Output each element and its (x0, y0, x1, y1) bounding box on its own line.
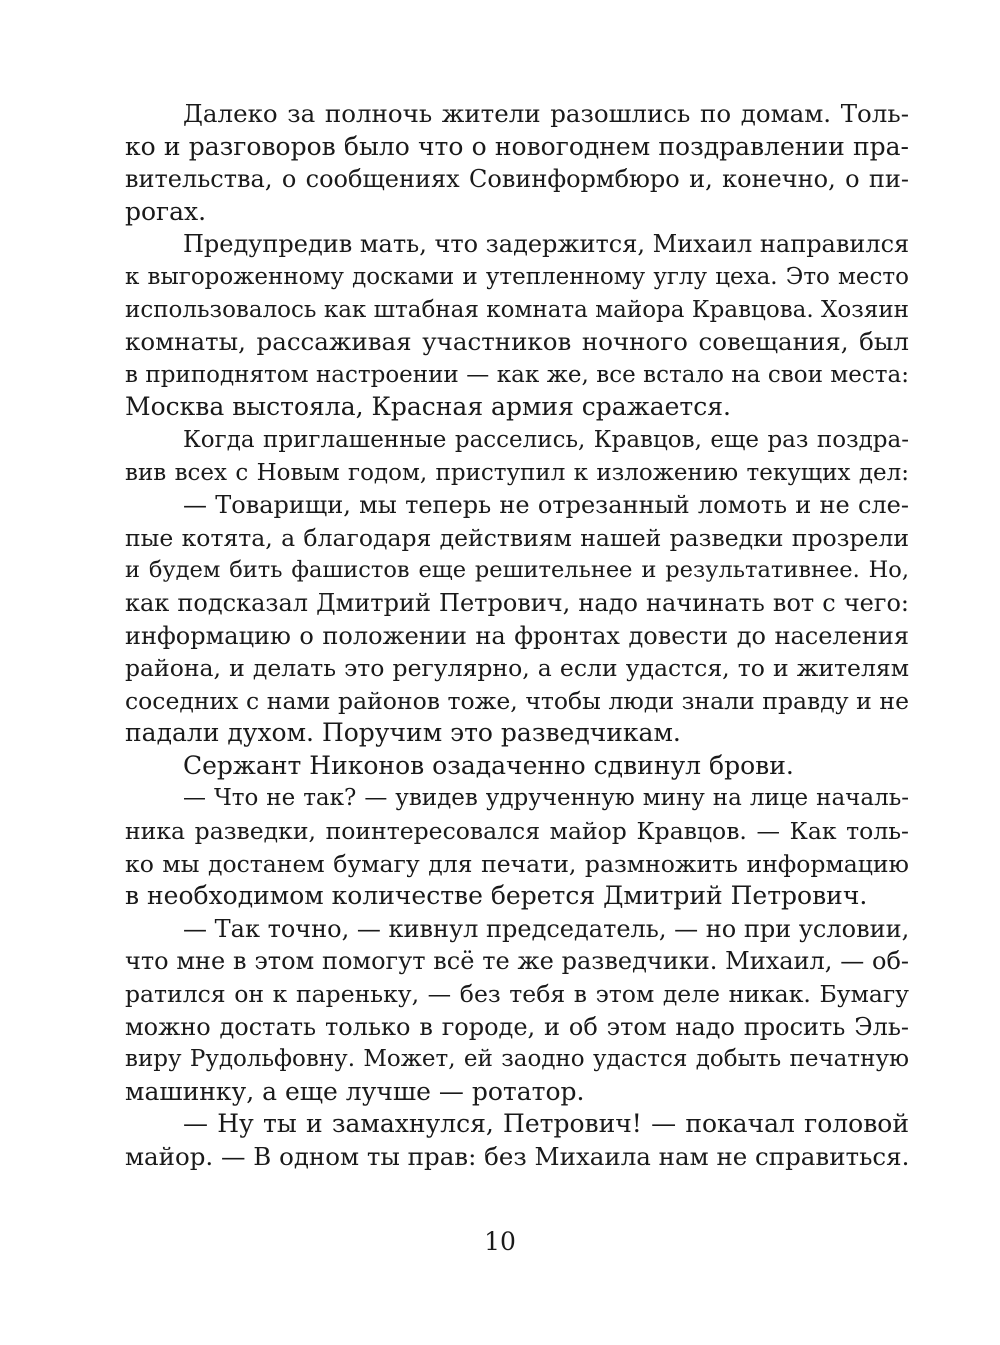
text-line: соседних с нами районов тоже, чтобы люди знали правду и не (125, 686, 909, 715)
text-line: Сержант Никонов озадаченно сдвинул брови. (183, 750, 794, 780)
text-line: рогах. (125, 196, 207, 226)
text-line: в приподнятом настроении — как же, все встало на свои места: (125, 361, 909, 388)
text-line: — Так точно, — кивнул председатель, — но при условии, (183, 914, 909, 943)
text-line: майор. — В одном ты прав: без Михаила нам не справиться. (125, 1142, 909, 1171)
text-line: ко и разговоров было что о новогоднем поздравлении пра- (125, 131, 909, 161)
text-line: комнаты, рассаживая участников ночного совещания, был (125, 327, 909, 357)
text-line: Предупредив мать, что задержится, Михаил направился (183, 230, 909, 259)
text-line: Москва выстояла, Красная армия сражается. (125, 392, 731, 422)
text-line: виру Рудольфовну. Может, ей заодно удастся добыть печатную (125, 1046, 909, 1073)
text-line: падали духом. Поручим это разведчикам. (125, 718, 681, 748)
page-number: 10 (484, 1227, 516, 1256)
text-line: вив всех с Новым годом, приступил к изложению текущих дел: (125, 459, 909, 486)
text-line: вительства, о сообщениях Совинформбюро и, конечно, о пи- (125, 165, 909, 194)
text-line: и будем бить фашистов еще решительнее и результативнее. Но, (125, 557, 909, 584)
body-text (125, 98, 909, 1174)
text-line: можно достать только в городе, и об этом надо просить Эль- (125, 1012, 909, 1041)
text-line: в необходимом количестве берется Дмитрий Петрович. (125, 881, 868, 911)
text-line: ратился он к пареньку, — без тебя в этом деле никак. Бумагу (125, 980, 909, 1009)
text-line: — Товарищи, мы теперь не отрезанный ломоть и не сле- (183, 491, 909, 520)
text-line: что мне в этом помогут всё те же разведчики. Михаил, — об- (125, 947, 909, 976)
text-line: пые котята, а благодаря действиям нашей разведки прозрели (125, 523, 909, 552)
text-line: — Что не так? — увидев удрученную мину на лице началь- (183, 785, 909, 812)
text-line: машинку, а еще лучше — ротатор. (125, 1076, 585, 1106)
text-line: к выгороженному досками и утепленному углу цеха. Это место (125, 263, 909, 290)
text-line: Когда приглашенные расселись, Кравцов, еще раз поздра- (183, 426, 909, 453)
text-line: информацию о положении на фронтах довести до населения (125, 621, 909, 650)
text-line: использовалось как штабная комната майора Кравцова. Хозяин (125, 296, 909, 323)
text-line: района, и делать это регулярно, а если удастся, то и жителям (125, 654, 909, 683)
text-line: Далеко за полночь жители разошлись по домам. Толь- (183, 99, 909, 128)
text-line: ко мы достанем бумагу для печати, размножить информацию (125, 849, 909, 878)
text-line: — Ну ты и замахнулся, Петрович! — покачал головой (183, 1109, 909, 1139)
text-line: ника разведки, поинтересовался майор Кравцов. — Как толь- (125, 817, 909, 846)
text-line: как подсказал Дмитрий Петрович, надо начинать вот с чего: (125, 588, 909, 617)
